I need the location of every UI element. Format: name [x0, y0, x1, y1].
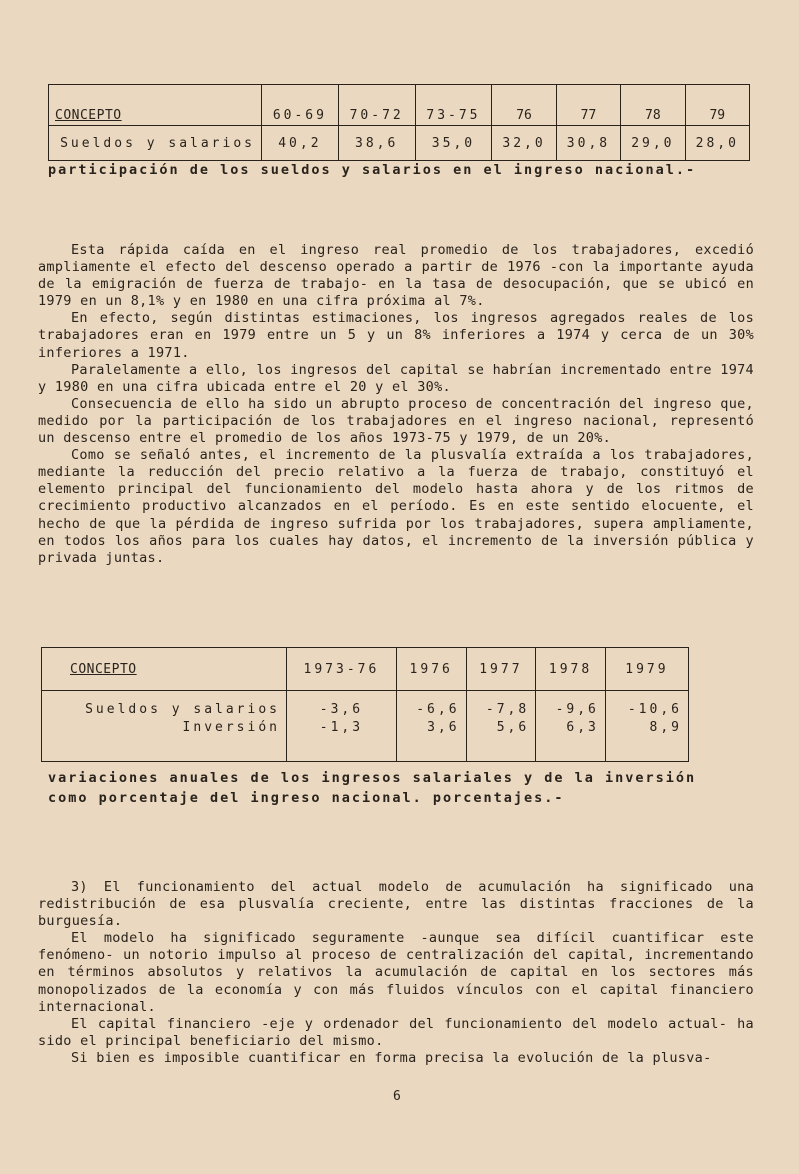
table-cell: -7,8 5,6: [466, 691, 536, 762]
table-header-cell: 60-69: [262, 85, 339, 126]
paragraph: El capital financiero -eje y ordenador del funcionamiento del modelo actual- ha sido el principal beneficiario del mismo.: [38, 1015, 754, 1049]
table-caption: variaciones anuales de los ingresos salariales y de la inversión como porcentaje del ingreso nacional. porcentajes.-: [48, 770, 697, 806]
table-cell: 28,0: [685, 126, 749, 161]
table-cell: Sueldos y salarios Inversión: [42, 691, 287, 762]
table-row: [42, 691, 689, 762]
table-header-row: [49, 85, 750, 126]
table-header-cell: 1977: [466, 648, 536, 691]
table-cell: 38,6: [338, 126, 415, 161]
paragraph: Esta rápida caída en el ingreso real promedio de los trabajadores, excedió ampliamente el efecto del descenso operado a partir de 1976 -con la importante ayuda de la emigración de fuerza de trabajo- en la tasa de desocupación, que se ubicó en 1979 en un 8,1% y en 1980 en una cifra próxima al 7%.: [38, 242, 754, 310]
table-cell: 35,0: [415, 126, 492, 161]
table-header-cell: 79: [685, 85, 749, 126]
table-cell: -3,6 -1,3: [287, 691, 397, 762]
table-header-cell: 1978: [536, 648, 606, 691]
body-text-section-1: [38, 242, 754, 567]
paragraph: El modelo ha significado seguramente -aunque sea difícil cuantificar este fenómeno- un notorio impulso al proceso de centralización del capital, incrementando en términos absolutos y relativos la acumulación de capital en los sectores más monopolizados de la economía y con más fluidos vínculos con el capital financiero internacional.: [38, 930, 754, 1015]
table-header-cell: 1979: [605, 648, 688, 691]
table-header-cell: 1976: [396, 648, 466, 691]
wage-share-table: [48, 84, 750, 161]
paragraph: En efecto, según distintas estimaciones, los ingresos agregados reales de los trabajadores eran en 1979 entre un 5 y un 8% inferiores a 1974 y cerca de un 30% inferiores a 1971.: [38, 310, 754, 361]
table-header-cell: 78: [621, 85, 685, 126]
table-cell: 32,0: [492, 126, 556, 161]
paragraph: Como se señaló antes, el incremento de la plusvalía extraída a los trabajadores, mediante la reducción del precio relativo a la fuerza de trabajo, constituyó el elemento principal del funcionamiento del modelo hasta ahora y de los ritmos de crecimiento productivo alcanzados en el período. Es en este sentido elocuente, el hecho de que la pérdida de ingreso sufrida por los trabajadores, supera ampliamente, en todos los años para los cuales hay datos, el incremento de la inversión pública y privada juntas.: [38, 447, 754, 566]
paragraph: Paralelamente a ello, los ingresos del capital se habrían incrementado entre 1974 y 1980 en una cifra ubicada entre el 20 y el 30%.: [38, 361, 754, 395]
table-cell: -6,6 3,6: [396, 691, 466, 762]
table-header-cell: 76: [492, 85, 556, 126]
table-header-cell: 70-72: [338, 85, 415, 126]
table-cell: 30,8: [556, 126, 620, 161]
table-header-row: [42, 648, 689, 691]
paragraph: Si bien es imposible cuantificar en forma precisa la evolución de la plusva-: [71, 1049, 712, 1066]
table-cell: 29,0: [621, 126, 685, 161]
table-header-cell: 1973-76: [287, 648, 397, 691]
paragraph: 3) El funcionamiento del actual modelo de acumulación ha significado una redistribución de esa plusvalía creciente, entre las distintas fracciones de la burguesía.: [38, 879, 754, 930]
table-cell: -10,6 8,9: [605, 691, 688, 762]
table-header-cell: CONCEPTO: [42, 648, 287, 691]
table-header-cell: CONCEPTO: [49, 85, 262, 126]
table-header-cell: 77: [556, 85, 620, 126]
table-caption: participación de los sueldos y salarios en el ingreso nacional.-: [48, 162, 697, 178]
income-investment-table: [41, 647, 689, 762]
page-number: 6: [393, 1089, 401, 1104]
table-row: [49, 126, 750, 161]
table-cell: -9,6 6,3: [536, 691, 606, 762]
body-text-section-2: [38, 879, 754, 1067]
paragraph: Consecuencia de ello ha sido un abrupto proceso de concentración del ingreso que, medido por la participación de los trabajadores en el ingreso nacional, representó un descenso entre el promedio de los años 1973-75 y 1979, de un 20%.: [38, 395, 754, 447]
table-header-cell: 73-75: [415, 85, 492, 126]
table-cell: 40,2: [262, 126, 339, 161]
table-cell: Sueldos y salarios: [49, 126, 262, 161]
